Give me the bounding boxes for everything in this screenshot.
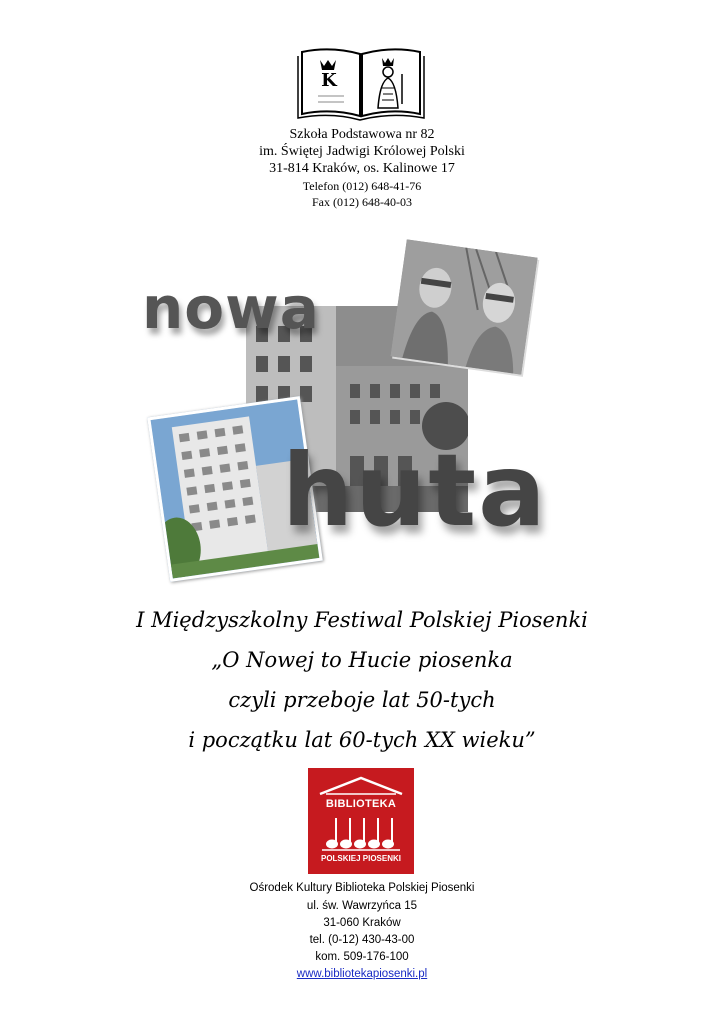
school-book-logo [296, 44, 426, 122]
festival-subtitle-2: czyli przeboje lat 50-tych [228, 688, 496, 712]
footer-city: 31-060 Kraków [323, 917, 401, 929]
school-fax: Fax (012) 648-40-03 [312, 195, 412, 209]
festival-subtitle-3: i początku lat 60-tych XX wieku” [188, 728, 536, 752]
nowa-word: nowa [142, 274, 320, 342]
huta-word: huta [282, 432, 548, 549]
nowa-huta-collage [0, 236, 724, 596]
footer-org: Ośrodek Kultury Biblioteka Polskiej Piosenki [249, 882, 475, 894]
footer-website-row [0, 968, 724, 980]
open-book-icon [296, 44, 426, 122]
footer-mobile: kom. 509-176-100 [315, 951, 409, 963]
svg-text:K: K [321, 70, 337, 91]
footer-phone: tel. (0-12) 430-43-00 [309, 934, 415, 946]
school-patron: im. Świętej Jadwigi Królowej Polski [259, 144, 465, 159]
school-phone: Telefon (012) 648-41-76 [302, 179, 422, 193]
website-link[interactable]: www.bibliotekapiosenki.pl [296, 968, 428, 980]
library-logo-top-text: BIBLIOTEKA [325, 798, 397, 810]
workers-photo [390, 239, 537, 374]
school-name: Szkoła Podstawowa nr 82 [289, 127, 435, 142]
festival-subtitle-1: „O Nowej to Hucie piosenka [211, 648, 513, 672]
school-address: 31-814 Kraków, os. Kalinowe 17 [269, 161, 455, 176]
festival-title: I Międzyszkolny Festiwal Polskiej Piosenki [136, 608, 588, 632]
library-logo-bottom-text: POLSKIEJ PIOSENKI [320, 854, 402, 863]
library-logo [308, 768, 414, 874]
footer-street: ul. św. Wawrzyńca 15 [306, 900, 418, 912]
